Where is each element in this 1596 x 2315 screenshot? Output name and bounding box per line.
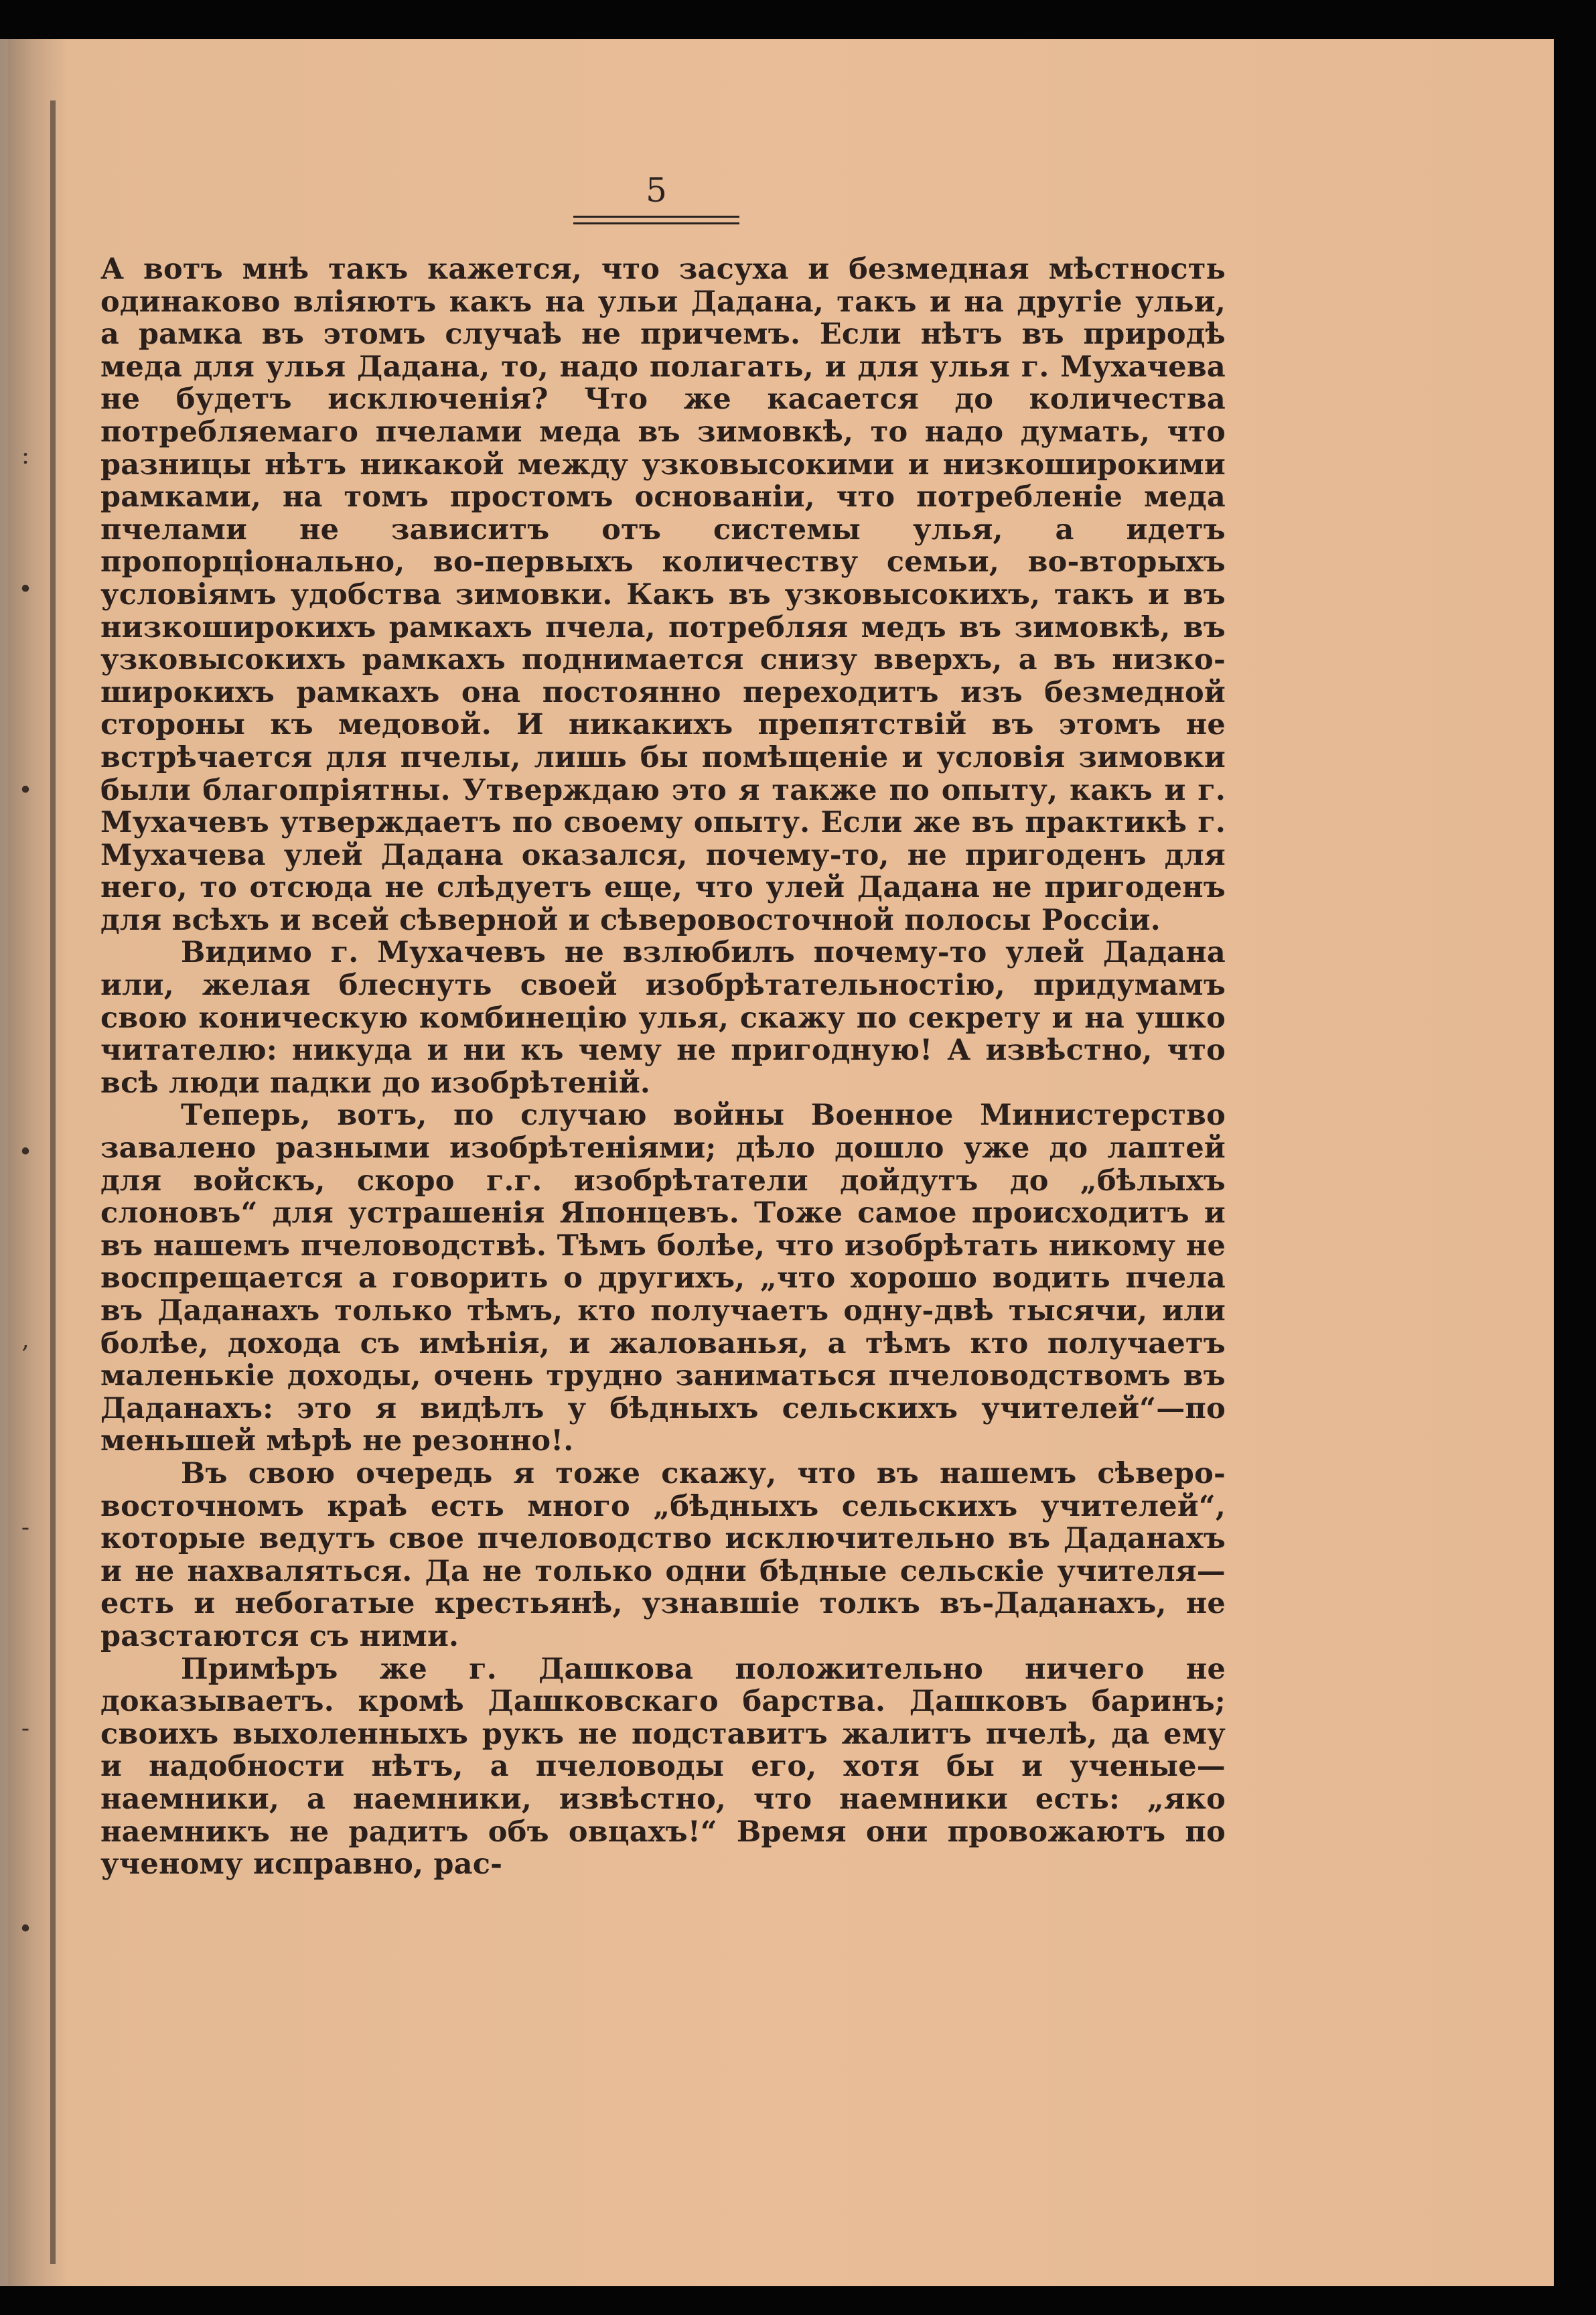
paragraph: Видимо г. Мухачевъ не взлюбилъ почему-то улей Дадана или, желая блеснуть своей изобрѣтательностію, придумамъ свою коническую комбинецію улья, скажу по секрету и на ушко читателю: никуда и ни къ чему не пригодную! А извѣстно, что всѣ люди падки до изобрѣтеній. — [100, 936, 1226, 1100]
margin-mark: , — [21, 1326, 29, 1354]
margin-mark: - — [21, 1514, 30, 1541]
margin-mark: • — [18, 1916, 33, 1943]
header-rule-bottom — [573, 222, 739, 224]
paragraph: Примѣръ же г. Дашкова положительно ничего не доказываетъ. кромѣ Дашковскаго барства. Дашковъ баринъ; своихъ выхоленныхъ рукъ не подставитъ жалитъ пчелѣ, да ему и надобности нѣтъ, а пчеловоды его, хотя бы и ученые—наемники, а наемники, извѣстно, что наемники есть: „яко наемникъ не радитъ объ овцахъ!“ Время они провожаютъ по ученому исправно, рас- — [100, 1652, 1226, 1882]
page-number: 5 — [646, 171, 667, 210]
margin-mark: - — [21, 1715, 30, 1742]
paragraph: Въ свою очередь я тоже скажу, что въ нашемъ сѣверо-восточномъ краѣ есть много „бѣдныхъ сельскихъ учителей“, которые ведутъ свое пчеловодство исключительно въ Даданахъ и не нахваляться. Да не только одни бѣдные сельскіе учителя—есть и небогатые крестьянѣ, узнавшіе толкъ въ-Даданахъ, не разстаются съ ними. — [100, 1456, 1226, 1653]
page-spine-shadow — [50, 100, 56, 2264]
margin-mark: • — [18, 777, 33, 804]
right-scan-border — [1554, 39, 1596, 2286]
margin-mark: • — [18, 576, 33, 604]
paragraph: Теперь, вотъ, по случаю войны Военное Министерство завалено разными изобрѣтеніями; дѣло дошло уже до лаптей для войскъ, скоро г.г. изобрѣтатели дойдутъ до „бѣлыхъ слоновъ“ для устрашенія Японцевъ. Тоже самое происходитъ и въ нашемъ пчеловодствѣ. Тѣмъ болѣе, что изобрѣтать никому не воспрещается а говорить о другихъ, „что хорошо водить пчела въ Даданахъ только тѣмъ, кто получаетъ одну-двѣ тысячи, или болѣе, дохода съ имѣнія, и жалованья, а тѣмъ кто получаетъ маленькіе доходы, очень трудно заниматься пчеловодствомъ въ Даданахъ: это я видѣлъ у бѣдныхъ сельскихъ учителей“—по меньшей мѣрѣ не резонно!. — [100, 1099, 1226, 1458]
paragraph: А вотъ мнѣ такъ кажется, что засуха и безмедная мѣстность одинаково вліяютъ какъ на ульи Дадана, такъ и на другіе ульи, а рамка въ этомъ случаѣ не причемъ. Если нѣтъ въ природѣ меда для улья Дадана, то, надо полагать, и для улья г. Мухачева не будетъ исключенія? Что же касается до количества потребляемаго пчелами меда въ зимовкѣ, то надо думать, что разницы нѣтъ никакой между узковысокими и низкоширокими рамками, на томъ простомъ основаніи, что потребленіе меда пчелами не зависитъ отъ системы улья, а идетъ пропорціонально, во-первыхъ количеству семьи, во-вторыхъ условіямъ удобства зимовки. Какъ въ узковысокихъ, такъ и въ низкоширокихъ рамкахъ пчела, потребляя медъ въ зимовкѣ, въ узковысокихъ рамкахъ поднимается снизу вверхъ, а въ низко-широкихъ рамкахъ она постоянно переходитъ изъ безмедной стороны къ медовой. И никакихъ препятствій въ этомъ не встрѣчается для пчелы, лишь бы помѣщеніе и условія зимовки были благопріятны. Утверждаю это я также по опыту, какъ и г. Мухачевъ утверждаетъ по своему опыту. Если же въ практикѣ г. Мухачева улей Дадана оказался, почему-то, не пригоденъ для него, то отсюда не слѣдуетъ еще, что улей Дадана не пригоденъ для всѣхъ и всей сѣверной и сѣверовосточной полосы Россіи. — [100, 253, 1226, 937]
margin-mark: : — [21, 442, 30, 470]
margin-mark: • — [18, 1139, 33, 1166]
body-text — [100, 253, 1226, 1881]
header-rule-top — [573, 216, 739, 218]
